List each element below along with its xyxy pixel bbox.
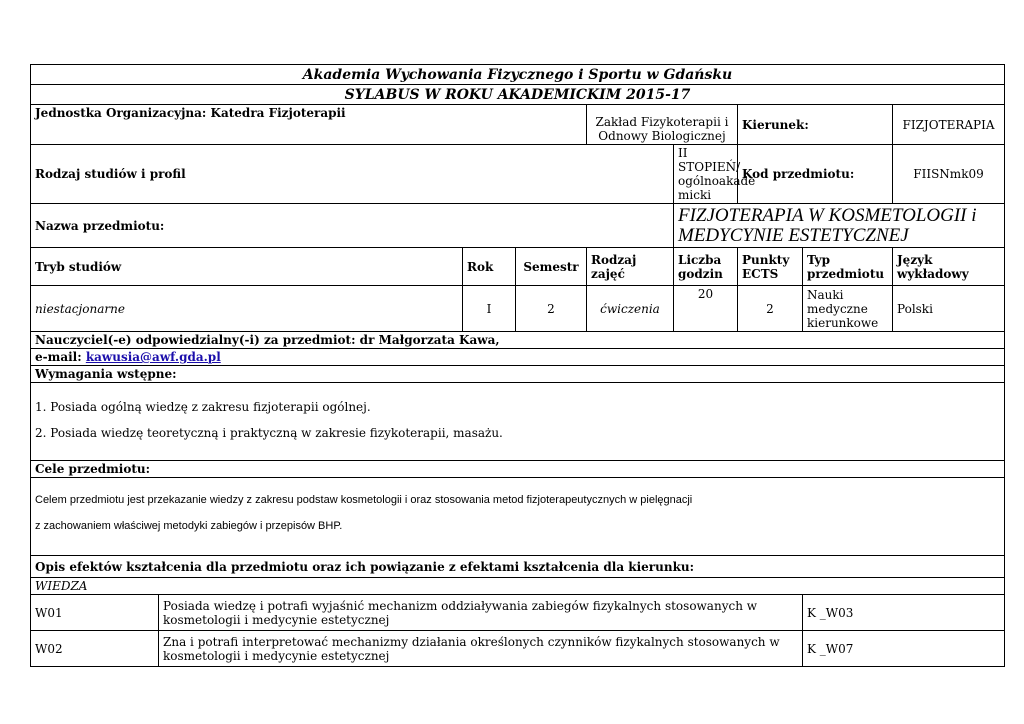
outcomes-label: Opis efektów kształcenia dla przedmiotu oraz ich powiązanie z efektami kształcenia dla kierunku:: [31, 556, 1005, 578]
header-subject-type: Typ przedmiotu: [803, 248, 893, 286]
subject-name-label: Nazwa przedmiotu:: [31, 204, 674, 248]
syllabus-table: [30, 64, 1005, 667]
outcome-text: Zna i potrafi interpretować mechanizmy działania określonych czynników fizykalnych stosowanych w kosmetologii i medycynie estetycznej: [159, 631, 803, 667]
code-label: Kod przedmiotu:: [738, 145, 893, 204]
department-value: Zakład Fizykoterapii i Odnowy Biologicznej: [587, 105, 738, 145]
study-type-label: Rodzaj studiów i profil: [31, 145, 674, 204]
outcome-code: W01: [31, 595, 159, 631]
value-language: Polski: [893, 286, 1005, 332]
subject-name-value: FIZJOTERAPIA W KOSMETOLOGII i MEDYCYNIE ESTETYCZNEJ: [674, 204, 1005, 248]
header-year: Rok: [463, 248, 516, 286]
goal-line: z zachowaniem właściwej metodyki zabiegów i przepisów BHP.: [35, 519, 343, 532]
requirement-item: 2. Posiada wiedzę teoretyczną i praktyczną w zakresie fizykoterapii, masażu.: [35, 425, 503, 440]
value-hours: 20: [674, 286, 738, 332]
header-mode: Tryb studiów: [31, 248, 463, 286]
institution-title: Akademia Wychowania Fizycznego i Sportu w Gdańsku: [31, 65, 1005, 85]
requirements-content: [31, 383, 1005, 461]
header-semester: Semestr: [516, 248, 587, 286]
goals-label: Cele przedmiotu:: [31, 461, 1005, 478]
header-ects: Punkty ECTS: [738, 248, 803, 286]
study-type-value: II STOPIEŃ/ ogólnoakade micki: [674, 145, 738, 204]
value-mode: niestacjonarne: [31, 286, 463, 332]
requirement-item: 1. Posiada ogólną wiedzę z zakresu fizjoterapii ogólnej.: [35, 399, 371, 414]
outcome-text: Posiada wiedzę i potrafi wyjaśnić mechanizm oddziaływania zabiegów fizykalnych stosowanych w kosmetologii i medycynie estetycznej: [159, 595, 803, 631]
value-subject-type: Nauki medyczne kierunkowe: [803, 286, 893, 332]
value-ects: 2: [738, 286, 803, 332]
outcome-code: W02: [31, 631, 159, 667]
direction-value: FIZJOTERAPIA: [893, 105, 1005, 145]
value-class-type: ćwiczenia: [587, 286, 674, 332]
direction-label: Kierunek:: [738, 105, 893, 145]
unit-label: Jednostka Organizacyjna: Katedra Fizjoterapii: [31, 105, 587, 145]
value-semester: 2: [516, 286, 587, 332]
requirements-label: Wymagania wstępne:: [31, 366, 1005, 383]
header-language: Język wykładowy: [893, 248, 1005, 286]
outcome-ref: K _W03: [803, 595, 1005, 631]
value-year: I: [463, 286, 516, 332]
teacher-label: Nauczyciel(-e) odpowiedzialny(-i) za przedmiot: dr Małgorzata Kawa,: [31, 332, 1005, 349]
code-value: FIISNmk09: [893, 145, 1005, 204]
syllabus-document: [30, 64, 1004, 667]
goals-content: [31, 478, 1005, 556]
header-hours: Liczba godzin: [674, 248, 738, 286]
syllabus-year-title: SYLABUS W ROKU AKADEMICKIM 2015-17: [31, 85, 1005, 105]
outcomes-category: WIEDZA: [31, 578, 1005, 595]
email-label: e-mail:: [35, 350, 86, 364]
email-link[interactable]: kawusia@awf.gda.pl: [85, 350, 221, 364]
goal-line: Celem przedmiotu jest przekazanie wiedzy z zakresu podstaw kosmetologii i oraz stosowania metod fizjoterapeutycznych w pielęgnacji: [35, 493, 693, 506]
header-class-type: Rodzaj zajęć: [587, 248, 674, 286]
outcome-ref: K _W07: [803, 631, 1005, 667]
teacher-email-row: [31, 349, 1005, 366]
